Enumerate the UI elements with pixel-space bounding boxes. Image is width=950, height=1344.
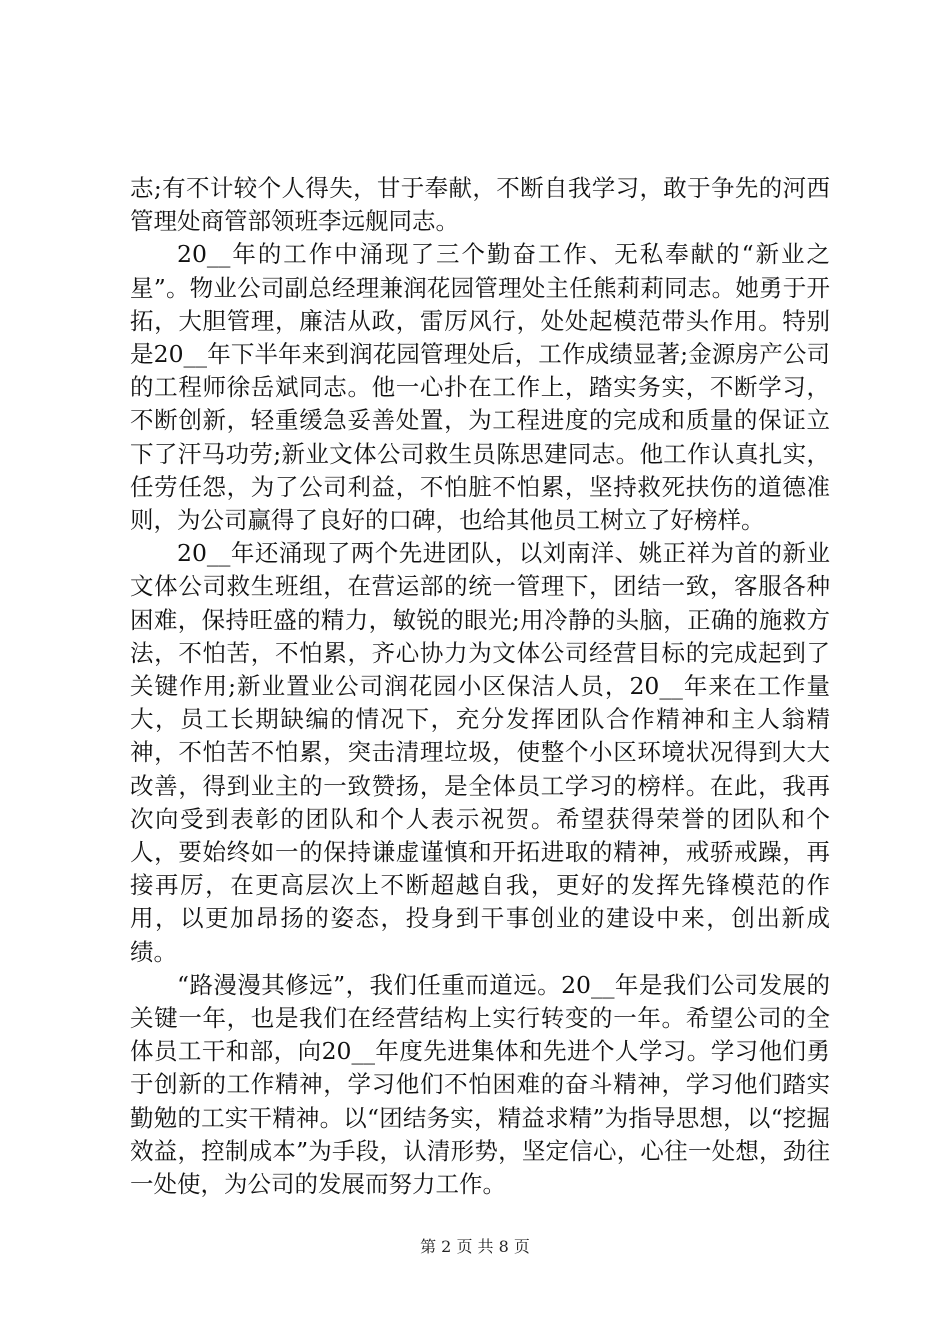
page-number: 第 2 页 共 8 页: [420, 1237, 530, 1256]
paragraph-continuation: 志;有不计较个人得失，甘于奉献，不断自我学习，敢于争先的河西管理处商管部领班李远舰同志。: [130, 174, 830, 236]
paragraph-advanced-teams: 20__年还涌现了两个先进团队，以刘南洋、姚正祥为首的新业文体公司救生班组，在营运部的统一管理下，团结一致，客服各种困难，保持旺盛的精力，敏锐的眼光;用冷静的头脑，正确的施救方法，不怕苦，不怕累，齐心协力为文体公司经营目标的完成起到了关键作用;新业置业公司润花园小区保洁人员，20__年来在工作量大，员工长期缺编的情况下，充分发挥团队合作精神和主人翁精神，不怕苦不怕累，突击清理垃圾，使整个小区环境状况得到大大改善，得到业主的一致赞扬，是全体员工学习的榜样。在此，我再次向受到表彰的团队和个人表示祝贺。希望获得荣誉的团队和个人，要始终如一的保持谦虚谨慎和开拓进取的精神，戒骄戒躁，再接再厉，在更高层次上不断超越自我，更好的发挥先锋模范的作用，以更加昂扬的姿态，投身到干事创业的建设中来，创出新成绩。: [130, 539, 830, 966]
paragraph-new-stars: 20__年的工作中涌现了三个勤奋工作、无私奉献的“新业之星”。物业公司副总经理兼润花园管理处主任熊莉莉同志。她勇于开拓，大胆管理，廉洁从政，雷厉风行，处处起模范带头作用。特别是20__年下半年来到润花园管理处后，工作成绩显著;金源房产公司的工程师徐岳斌同志。他一心扑在工作上，踏实务实，不断学习，不断创新，轻重缓急妥善处置，为工程进度的完成和质量的保证立下了汗马功劳;新业文体公司救生员陈思建同志。他工作认真扎实，任劳任怨，为了公司利益，不怕脏不怕累，坚持救死扶伤的道德准则，为公司赢得了良好的口碑，也给其他员工树立了好榜样。: [130, 240, 830, 535]
document-body: [130, 172, 830, 1201]
paragraph-outlook: “路漫漫其修远”，我们任重而道远。20__年是我们公司发展的关键一年，也是我们在经营结构上实行转变的一年。希望公司的全体员工干和部，向20__年度先进集体和先进个人学习。学习他们勇于创新的工作精神，学习他们不怕困难的奋斗精神，学习他们踏实勤勉的工实干精神。以“团结务实，精益求精”为指导思想，以“挖掘效益，控制成本”为手段，认清形势，坚定信心，心往一处想，劲往一处使，为公司的发展而努力工作。: [130, 970, 830, 1199]
page-footer: [0, 1237, 950, 1257]
